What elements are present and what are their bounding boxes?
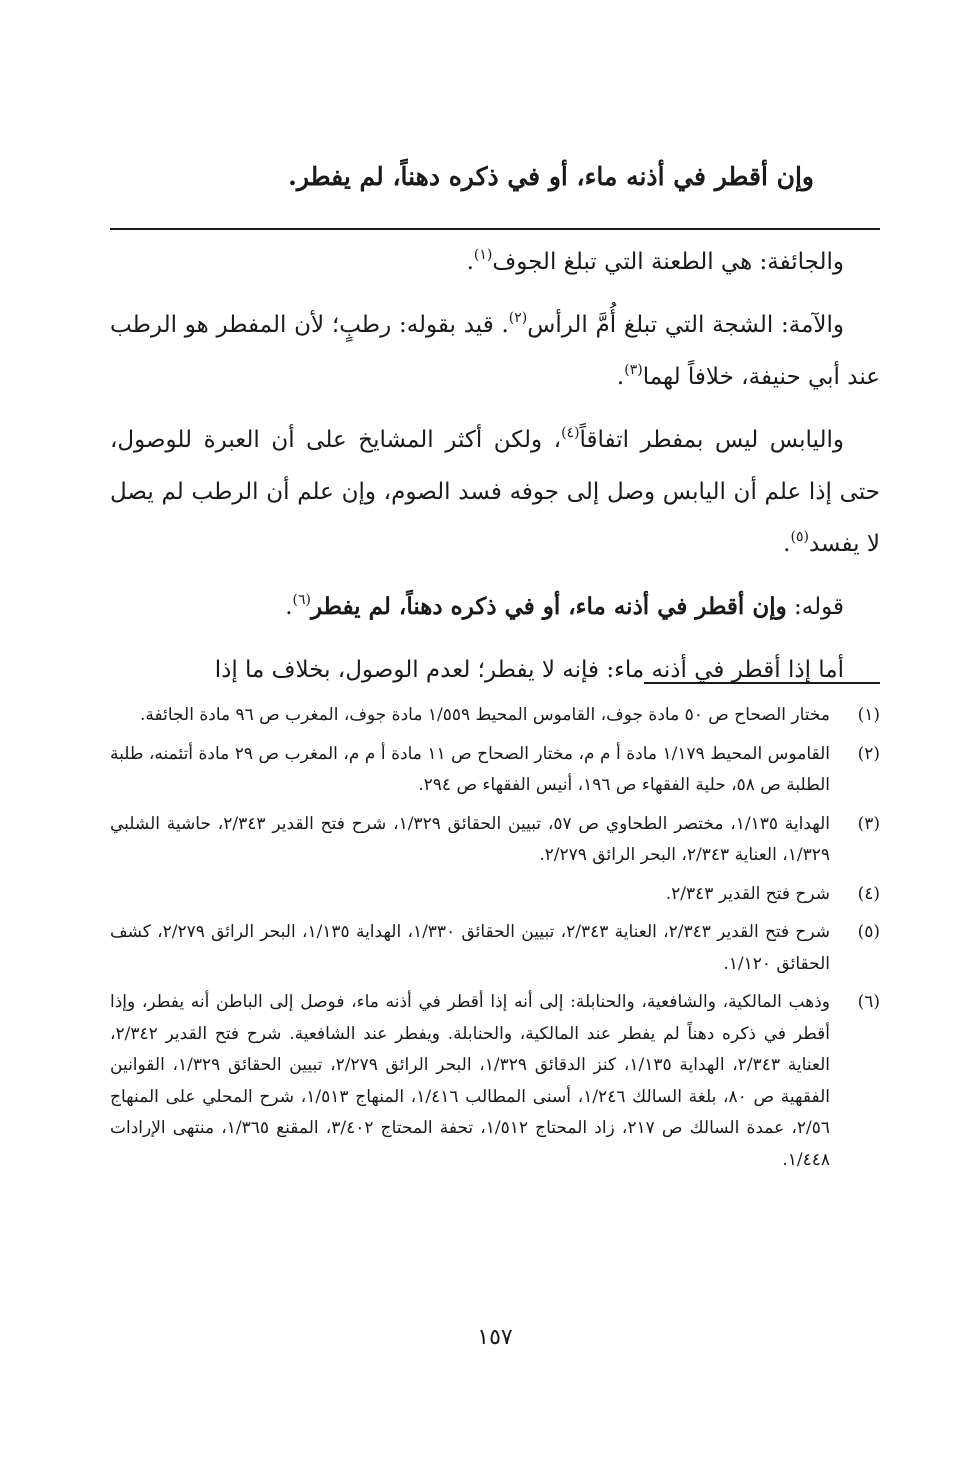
book-page	[110, 0, 880, 1477]
footnote	[110, 700, 880, 732]
section-heading: وإن أقطر في أذنه ماء، أو في ذكره دهناً، لم يفطر.	[288, 162, 814, 191]
footnote	[110, 739, 880, 802]
paragraph-3: واليابس ليس بمفطر اتفاقاً$^{(٤)}$، ولكن أكثر المشايخ على أن العبرة للوصول، حتى إذا علم أن اليابس وصل إلى جوفه فسد الصوم، وإن علم أن الرطب لم يصل لا يفسد$^{(٥)}$.	[110, 425, 880, 557]
paragraph-1: والجائفة: هي الطعنة التي تبلغ الجوف$^{(١)}$.	[466, 247, 844, 275]
footnote-number: (٥)	[857, 922, 880, 942]
footnote-text: وذهب المالكية، والشافعية، والحنابلة: إلى أنه إذا أقطر في أذنه ماء، فوصل إلى الباطن أنه يفطر، وإذا أقطر في ذكره دهناً لم يفطر عند المالكية، والحنابلة. ويفطر عند الشافعية. شرح فتح القدير ٢/٣٤٢، العناية ٢/٣٤٣، الهداية ١/١٣٥، كنز الدقائق ١/٣٢٩، البحر الرائق ٢/٢٧٩، تبيين الحقائق ١/٣٢٩، القوانين الفقهية ص ٨٠، بلغة السالك ١/٢٤٦، أسنى المطالب ١/٤١٦، المنهاج ١/٥١٣، شرح المحلي على المنهاج ٢/٥٦، عمدة السالك ص ٢١٧، زاد المحتاج ١/٥١٢، تحفة المحتاج ٣/٤٠٢، المقنع ١/٣٦٥، منتهى الإرادات ١/٤٤٨.	[110, 992, 831, 1170]
footnote-ref-2[interactable]: (٢)	[508, 310, 528, 326]
heading-divider	[110, 228, 880, 230]
footnote	[110, 987, 880, 1176]
footnote-text: شرح فتح القدير ٢/٣٤٣.	[665, 883, 830, 904]
footnote-ref-1[interactable]: (١)	[473, 247, 493, 263]
footnote-ref-3[interactable]: (٣)	[624, 362, 643, 378]
footnote	[110, 879, 880, 911]
footnote-number: (١)	[857, 705, 880, 725]
quoted-matn: وإن أقطر في أذنه ماء، أو في ذكره دهناً، لم يفطر	[310, 593, 787, 620]
paragraph-5: أما إذا أقطر في أذنه ماء: فإنه لا يفطر؛ لعدم الوصول، بخلاف ما إذا	[214, 657, 844, 683]
footnote-text: الهداية ١/١٣٥، مختصر الطحاوي ص ٥٧، تبيين الحقائق ١/٣٢٩، شرح فتح القدير ٢/٣٤٣، حاشية الشلبي ١/٣٢٩، العناية ٢/٣٤٣، البحر الرائق ٢/٢٧٩.	[110, 813, 831, 865]
paragraph-2: والآمة: الشجة التي تبلغ أُمَّ الرأس$^{(٢)}$. قيد بقوله: رطبٍ؛ لأن المفطر هو الرطب عند أبي حنيفة، خلافاً لهما$^{(٣)}$.	[110, 310, 880, 390]
footnote-text: مختار الصحاح ص ٥٠ مادة جوف، القاموس المحيط ١/٥٥٩ مادة جوف، المغرب ص ٩٦ مادة الجائفة.	[140, 705, 830, 725]
footnote-text: شرح فتح القدير ٢/٣٤٣، العناية ٢/٣٤٣، تبيين الحقائق ١/٣٣٠، الهداية ١/١٣٥، البحر الرائق ٢/٢٧٩، كشف الحقائق ١/١٢٠.	[110, 922, 831, 974]
main-text	[110, 236, 880, 707]
footnotes	[110, 700, 880, 1183]
footnote-number: (٣)	[857, 813, 880, 834]
footnote-divider	[644, 682, 880, 684]
footnote-number: (٢)	[857, 743, 880, 764]
footnote-ref-6[interactable]: (٦)	[292, 592, 311, 608]
footnote-ref-4[interactable]: (٤)	[561, 425, 580, 441]
footnote	[110, 917, 880, 980]
footnote	[110, 809, 880, 872]
footnote-text: القاموس المحيط ١/١٧٩ مادة أ م م، مختار الصحاح ص ١١ مادة أ م م، المغرب ص ٢٩ مادة أتئمنه، طلبة الطلبة ص ٥٨، حلية الفقهاء ص ١٩٦، أنيس الفقهاء ص ٢٩٤.	[110, 743, 831, 795]
paragraph-4: قوله: وإن أقطر في أذنه ماء، أو في ذكره دهناً، لم يفطر$^{(٦)}$.	[285, 592, 844, 620]
footnote-ref-5[interactable]: (٥)	[790, 529, 809, 545]
footnote-number: (٤)	[857, 883, 880, 904]
page-number: ١٥٧	[477, 1325, 513, 1350]
footnote-number: (٦)	[857, 992, 880, 1012]
